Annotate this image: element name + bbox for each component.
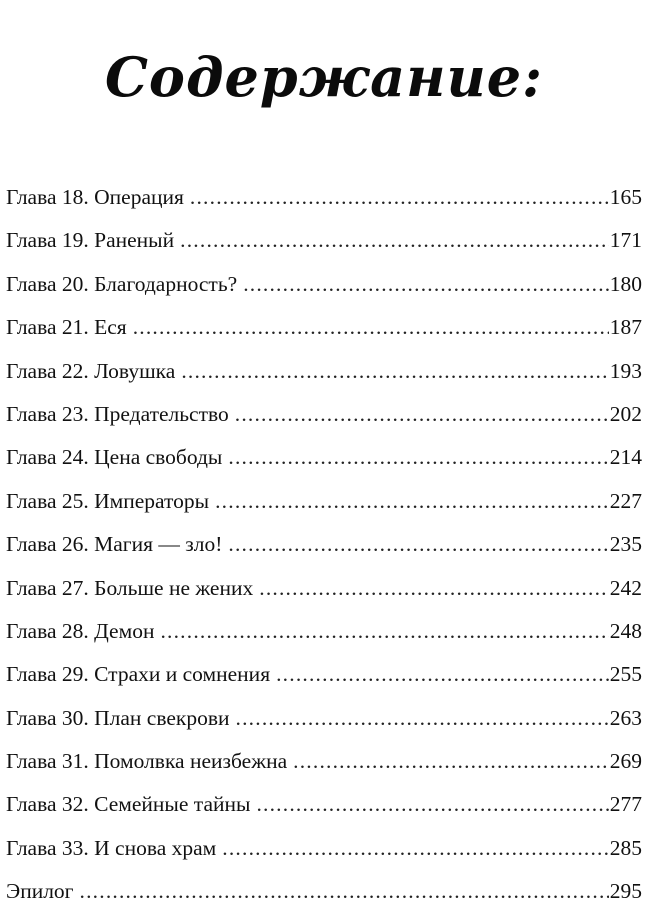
toc-entry[interactable] [6, 306, 642, 349]
toc-page-number: 277 [609, 792, 642, 817]
toc-entry-title: Глава 18. Операция [6, 185, 184, 209]
toc-page-number: 295 [609, 879, 642, 904]
toc-entry-title: Глава 26. Магия — зло! [6, 532, 223, 557]
toc-dot-leader [80, 870, 609, 913]
toc-page-number: 214 [609, 445, 642, 470]
toc-entry[interactable] [6, 393, 642, 436]
toc-dot-leader [276, 653, 609, 696]
toc-page-number: 255 [609, 662, 642, 687]
toc-entry-title: Глава 24. Цена свободы [6, 445, 223, 470]
toc-dot-leader [222, 827, 608, 870]
toc-entry[interactable] [6, 827, 642, 870]
toc-dot-leader [133, 306, 609, 349]
toc-page-number: 248 [609, 618, 642, 643]
toc-dot-leader [180, 219, 609, 262]
toc-entry-title: Глава 27. Больше не жених [6, 575, 254, 600]
toc-entry-title: Глава 19. Раненый [6, 228, 175, 253]
toc-entry-title: Глава 23. Предательство [6, 401, 229, 426]
toc-entry[interactable] [6, 653, 642, 696]
toc-dot-leader [215, 480, 609, 523]
toc-dot-leader [228, 523, 608, 566]
toc-page-number: 193 [609, 358, 642, 383]
toc-entry-title: Глава 31. Помолвка неизбежна [6, 749, 288, 774]
toc-page-number: 165 [609, 185, 642, 209]
toc-page-number: 235 [609, 532, 642, 557]
toc-page-number: 285 [609, 835, 642, 860]
toc-dot-leader [259, 567, 609, 610]
toc-entry[interactable] [6, 870, 642, 913]
toc-entry-title: Глава 28. Демон [6, 618, 155, 643]
toc-page-number: 227 [609, 488, 642, 513]
toc-entry[interactable] [6, 480, 642, 523]
toc-dot-leader [236, 697, 609, 740]
toc-entry[interactable] [6, 783, 642, 826]
toc-page-number: 263 [609, 705, 642, 730]
toc-entry[interactable] [6, 740, 642, 783]
toc-entry[interactable] [6, 610, 642, 653]
toc-entry-title: Глава 29. Страхи и сомнения [6, 662, 271, 687]
toc-entry-title: Глава 32. Семейные тайны [6, 792, 251, 817]
toc-page-number: 180 [609, 271, 642, 296]
toc-dot-leader [181, 350, 608, 393]
toc-entry[interactable] [6, 567, 642, 610]
toc-page-number: 187 [609, 315, 642, 340]
toc-dot-leader [235, 393, 609, 436]
toc-dot-leader [293, 740, 609, 783]
toc-dot-leader [243, 263, 609, 306]
toc-entry-title: Глава 25. Императоры [6, 488, 210, 513]
table-of-contents [6, 176, 642, 914]
toc-entry-title: Глава 22. Ловушка [6, 358, 176, 383]
toc-entry-title: Глава 20. Благодарность? [6, 271, 238, 296]
toc-entry[interactable] [6, 436, 642, 479]
toc-page-number: 171 [609, 228, 642, 253]
toc-dot-leader [228, 436, 608, 479]
toc-entry[interactable] [6, 523, 642, 566]
toc-page-number: 269 [609, 749, 642, 774]
toc-entry[interactable] [6, 176, 642, 219]
toc-entry[interactable] [6, 350, 642, 393]
toc-entry[interactable] [6, 697, 642, 740]
toc-dot-leader [160, 610, 608, 653]
toc-entry-title: Глава 21. Еся [6, 315, 127, 340]
toc-page-number: 242 [609, 575, 642, 600]
toc-dot-leader [256, 783, 608, 826]
toc-entry[interactable] [6, 219, 642, 262]
toc-entry-title: Глава 33. И снова храм [6, 835, 217, 860]
page-title: Содержание: [104, 45, 544, 110]
toc-entry-title: Эпилог [6, 879, 74, 904]
toc-entry-title: Глава 30. План свекрови [6, 705, 230, 730]
toc-page-number: 202 [609, 401, 642, 426]
toc-dot-leader [190, 176, 609, 219]
toc-entry[interactable] [6, 263, 642, 306]
